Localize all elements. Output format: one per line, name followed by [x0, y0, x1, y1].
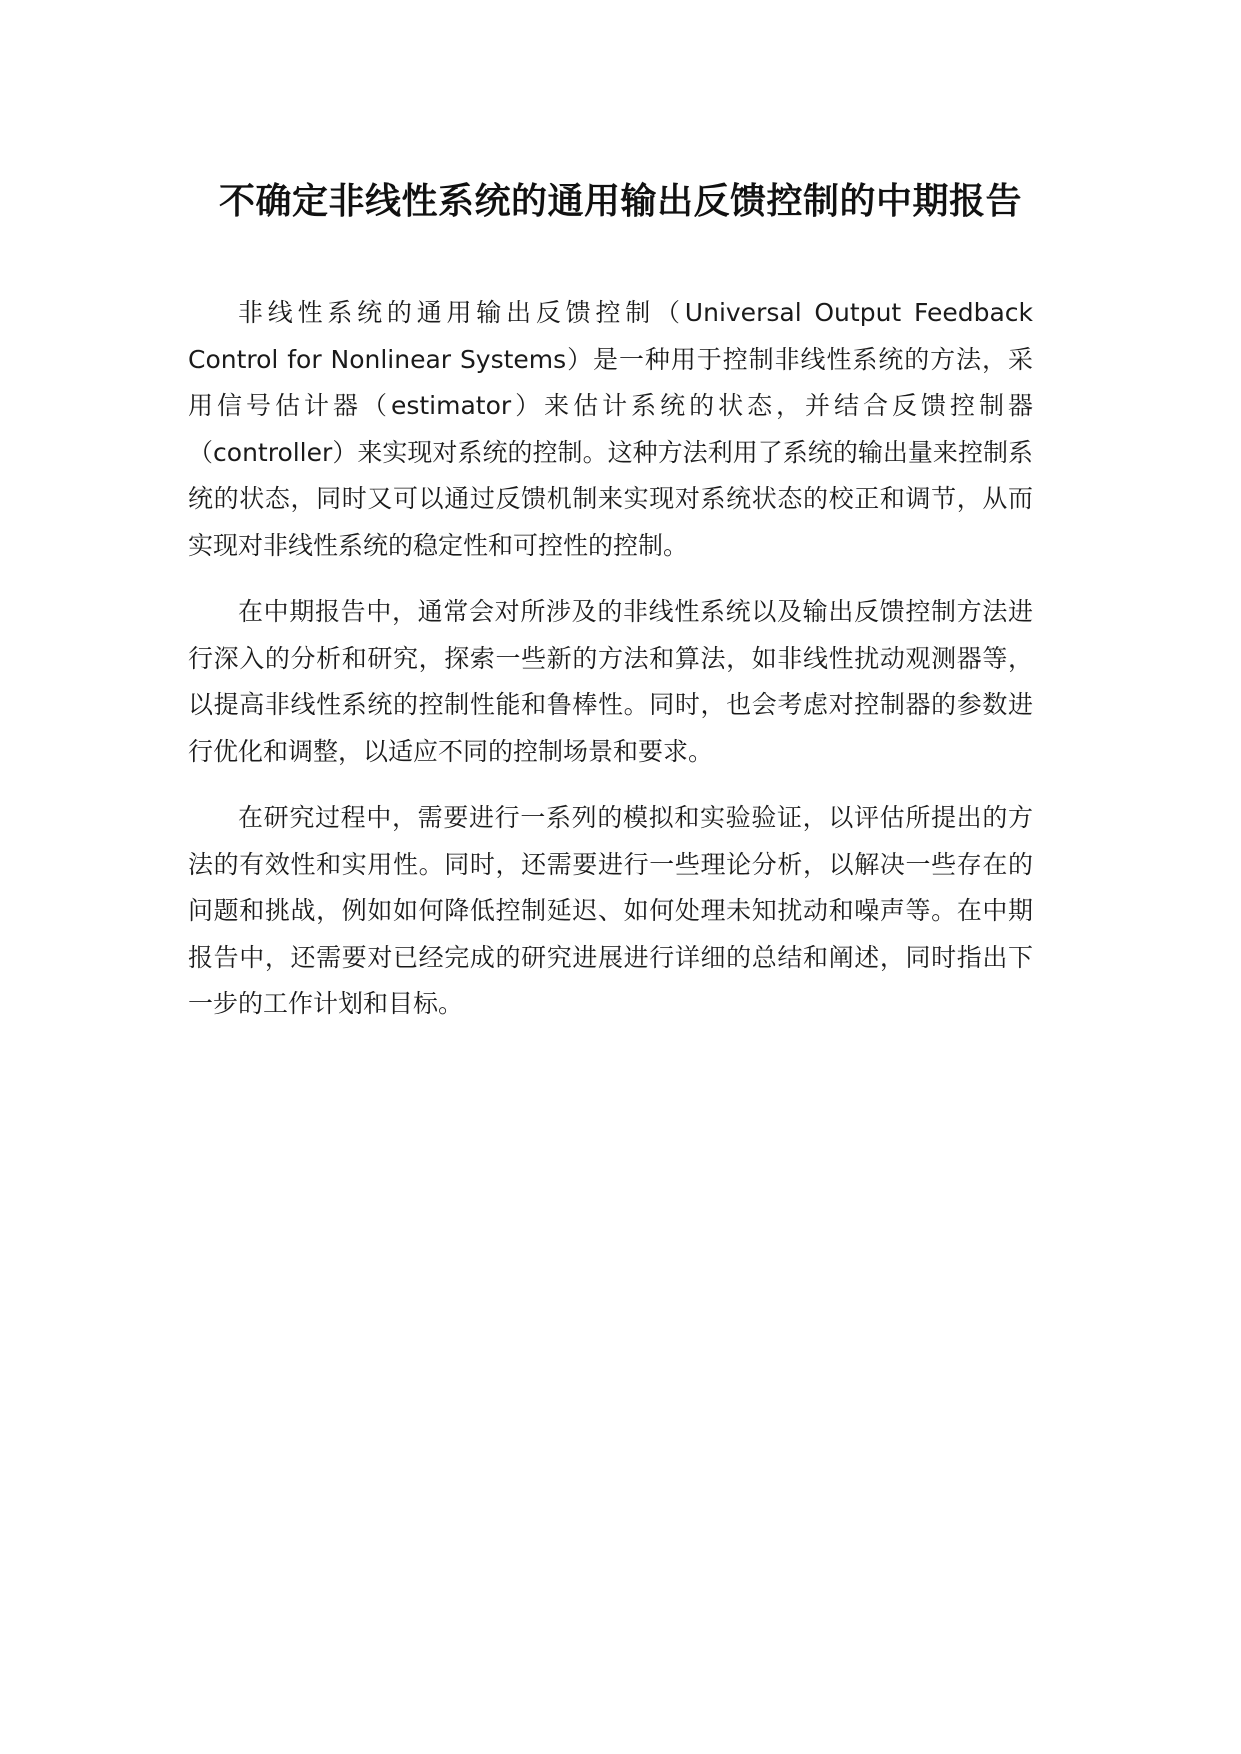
paragraph-midterm-analysis: 在中期报告中，通常会对所涉及的非线性系统以及输出反馈控制方法进行深入的分析和研究，探索一些新的方法和算法，如非线性扰动观测器等，以提高非线性系统的控制性能和鲁棒性。同时，也会考虑对控制器的参数进行优化和调整，以适应不同的控制场景和要求。	[188, 597, 1033, 766]
paragraph-research-process: 在研究过程中，需要进行一系列的模拟和实验验证，以评估所提出的方法的有效性和实用性。同时，还需要进行一些理论分析，以解决一些存在的问题和挑战，例如如何降低控制延迟、如何处理未知扰动和噪声等。在中期报告中，还需要对已经完成的研究进展进行详细的总结和阐述，同时指出下一步的工作计划和目标。	[188, 803, 1033, 1018]
document-body	[188, 290, 1033, 1048]
document-title: 不确定非线性系统的通用输出反馈控制的中期报告	[218, 181, 1022, 222]
paragraph-introduction: 非线性系统的通用输出反馈控制（Universal Output Feedback Control for Nonlinear Systems）是一种用于控制非线性系统的方法，采用信号估计器（estimator）来估计系统的状态，并结合反馈控制器（controller）来实现对系统的控制。这种方法利用了系统的输出量来控制系统的状态，同时又可以通过反馈机制来实现对系统状态的校正和调节，从而实现对非线性系统的稳定性和可控性的控制。	[188, 298, 1033, 560]
